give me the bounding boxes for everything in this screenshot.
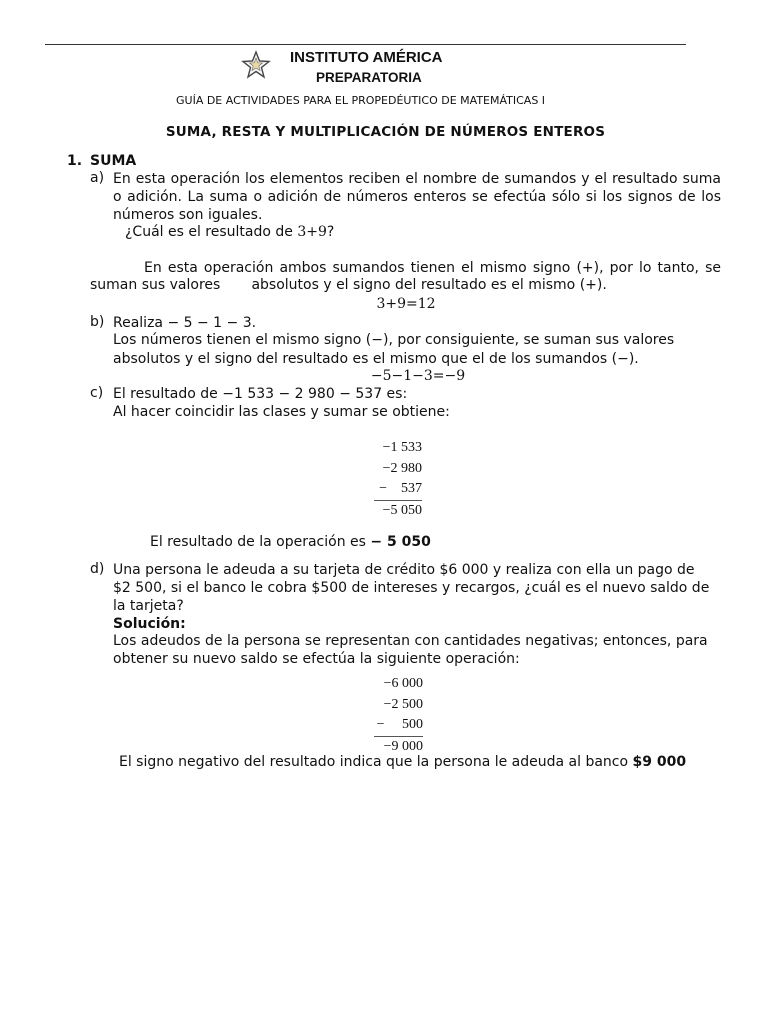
item-b-explanation-line1: Los números tienen el mismo signo (−), por consiguiente, se suman sus valores	[113, 332, 675, 348]
item-d-label: d)	[90, 561, 105, 577]
conclusion-text: El resultado de la operación es	[150, 534, 371, 550]
item-c-conclusion	[150, 534, 431, 550]
conclusion-value: $9 000	[632, 754, 687, 770]
operation-line: − 500	[376, 717, 423, 732]
item-a-question	[125, 224, 334, 240]
item-a-result: 3+9=12	[376, 296, 436, 312]
item-a-explanation-line1: En esta operación ambos sumandos tienen el mismo signo (+), por lo tanto, se	[144, 260, 721, 276]
operation-result: −5 050	[382, 502, 422, 518]
item-a-label: a)	[90, 170, 105, 186]
section-number: 1.	[67, 153, 83, 169]
question-suffix: ?	[326, 224, 335, 240]
conclusion-text: El signo negativo del resultado indica que la persona le adeuda al banco	[119, 754, 633, 770]
star-icon	[241, 50, 271, 80]
item-b-text: Realiza − 5 − 1 − 3.	[113, 315, 257, 331]
item-b-explanation-line2: absolutos y el signo del resultado es el mismo que el de los sumandos (−).	[113, 351, 639, 367]
item-b-label: b)	[90, 314, 105, 330]
guide-title: GUÍA DE ACTIVIDADES PARA EL PROPEDÉUTICO DE MATEMÁTICAS I	[176, 94, 546, 107]
item-d-operation	[374, 674, 423, 757]
section-title: SUMA	[90, 153, 137, 169]
item-c-text: El resultado de −1 533 − 2 980 − 537 es:	[113, 386, 408, 402]
item-c-explanation: Al hacer coincidir las clases y sumar se obtiene:	[113, 404, 450, 420]
operation-line: −6 000	[383, 676, 423, 691]
operation-line: −2 980	[382, 460, 422, 476]
item-c-operation	[374, 438, 422, 521]
institute-name: INSTITUTO AMÉRICA	[290, 49, 443, 66]
question-expression: 3+9	[297, 224, 327, 240]
item-b-result: −5−1−3=−9	[370, 368, 466, 384]
item-a-explanation-line2: suman sus valores absolutos y el signo del resultado es el mismo (+).	[90, 277, 607, 293]
item-a-text: En esta operación los elementos reciben el nombre de sumandos y el resultado suma o adición. La suma o adición de números enteros se efectúa sólo si los signos de los números son iguales.	[113, 171, 721, 223]
header-rule	[45, 44, 686, 45]
conclusion-value: − 5 050	[370, 534, 431, 550]
operation-line: − 537	[379, 481, 422, 496]
operation-line: −2 500	[383, 696, 423, 712]
question-prefix: ¿Cuál es el resultado de	[125, 224, 298, 240]
operation-result: −9 000	[383, 738, 423, 754]
item-c-label: c)	[90, 385, 104, 401]
operation-line: −1 533	[382, 440, 422, 455]
item-d-conclusion	[119, 754, 686, 770]
item-d-text: Una persona le adeuda a su tarjeta de crédito $6 000 y realiza con ella un pago de $2 500, si el banco le cobra $500 de intereses y recargos, ¿cuál es el nuevo saldo de la tarjeta?	[113, 562, 710, 614]
school-name: PREPARATORIA	[316, 70, 422, 85]
solution-label: Solución:	[113, 616, 186, 632]
solution-text: Los adeudos de la persona se representan con cantidades negativas; entonces, para obtener su nuevo saldo se efectúa la siguiente operación:	[113, 633, 708, 667]
page-title: SUMA, RESTA Y MULTIPLICACIÓN DE NÚMEROS ENTEROS	[165, 124, 606, 140]
